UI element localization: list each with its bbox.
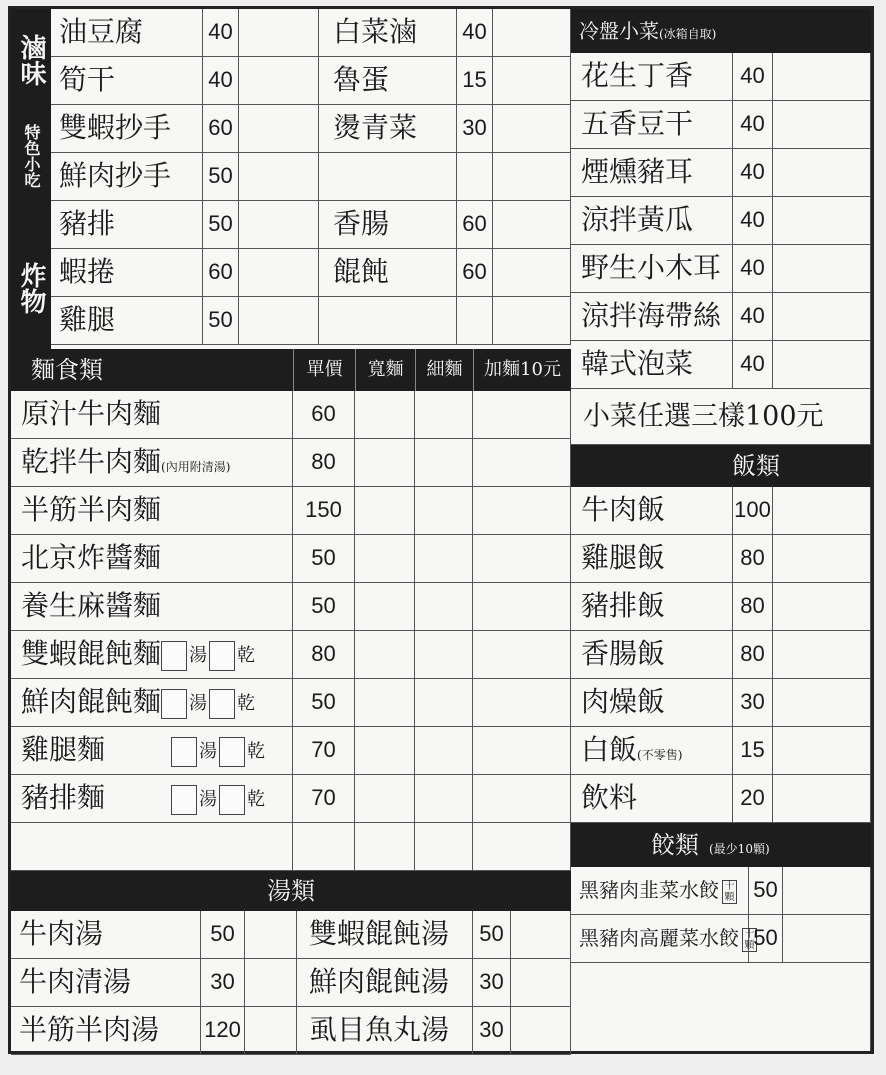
cold-item-price: 40 bbox=[733, 293, 773, 341]
noodle-item-label: 原汁牛肉麵 bbox=[21, 397, 162, 430]
wide-noodle-cell[interactable] bbox=[355, 439, 415, 487]
dumpling-item-price: 50 bbox=[749, 915, 783, 963]
rice-item-name bbox=[571, 631, 733, 679]
order-blank[interactable] bbox=[239, 105, 319, 153]
order-blank[interactable] bbox=[773, 679, 871, 727]
soup-option-label: 湯 bbox=[189, 644, 208, 666]
thin-noodle-cell[interactable] bbox=[415, 391, 473, 439]
item-price: 50 bbox=[203, 201, 239, 249]
noodle-item-label: 雞腿麵 bbox=[21, 733, 106, 766]
wide-noodle-cell[interactable] bbox=[355, 631, 415, 679]
cold-item-name: 涼拌黃瓜 bbox=[571, 197, 733, 245]
soup-checkbox[interactable] bbox=[171, 785, 197, 815]
extra-noodle-cell[interactable] bbox=[473, 727, 571, 775]
extra-noodle-cell[interactable] bbox=[473, 823, 571, 871]
cold-item-name: 五香豆干 bbox=[571, 101, 733, 149]
dry-option-label: 乾 bbox=[237, 692, 256, 714]
noodle-item-name bbox=[11, 535, 293, 583]
rice-item-price: 30 bbox=[733, 679, 773, 727]
item-price: 50 bbox=[203, 297, 239, 345]
noodle-item-price: 60 bbox=[293, 391, 355, 439]
noodle-item-label: 鮮肉餛飩麵 bbox=[21, 685, 162, 718]
cold-item-price: 40 bbox=[733, 149, 773, 197]
soup-item-price: 30 bbox=[473, 959, 511, 1007]
dry-option-label: 乾 bbox=[247, 740, 265, 762]
order-blank[interactable] bbox=[783, 915, 871, 963]
extra-noodle-cell[interactable] bbox=[473, 535, 571, 583]
dumpling-item-name bbox=[571, 915, 755, 963]
wide-noodle-cell[interactable] bbox=[355, 535, 415, 583]
soup-item-price: 30 bbox=[201, 959, 245, 1007]
soup-item-name: 虱目魚丸湯 bbox=[297, 1007, 473, 1055]
noodle-item-name bbox=[11, 391, 293, 439]
wide-noodle-cell[interactable] bbox=[355, 391, 415, 439]
order-blank[interactable] bbox=[773, 775, 871, 823]
soup-item-name: 雙蝦餛飩湯 bbox=[297, 911, 473, 959]
order-blank[interactable] bbox=[493, 153, 571, 201]
order-blank[interactable] bbox=[773, 487, 871, 535]
order-blank[interactable] bbox=[493, 105, 571, 153]
order-blank[interactable] bbox=[511, 959, 571, 1007]
thin-noodle-cell[interactable] bbox=[415, 583, 473, 631]
noodle-item-name bbox=[11, 583, 293, 631]
count-tag: 十顆 bbox=[722, 880, 737, 904]
noodle-item-name bbox=[11, 679, 293, 727]
noodle-item-name bbox=[11, 775, 293, 823]
cold-item-name: 花生丁香 bbox=[571, 53, 733, 101]
noodle-item-name bbox=[11, 439, 293, 487]
soup-item-name: 牛肉湯 bbox=[11, 911, 201, 959]
dry-option-label: 乾 bbox=[237, 644, 256, 666]
noodles-col-extra: 加麵10元 bbox=[473, 349, 571, 391]
item-name: 蝦捲 bbox=[51, 249, 203, 297]
noodle-item-price: 70 bbox=[293, 775, 355, 823]
item-name: 餛飩 bbox=[319, 249, 457, 297]
dumpling-item-price: 50 bbox=[749, 867, 783, 915]
cold-dishes-header bbox=[571, 9, 871, 53]
noodle-item-label: 養生麻醬麵 bbox=[21, 589, 162, 622]
order-blank[interactable] bbox=[245, 959, 297, 1007]
thin-noodle-cell[interactable] bbox=[415, 679, 473, 727]
lu-wei-label: 滷味 bbox=[11, 9, 51, 105]
order-blank[interactable] bbox=[773, 535, 871, 583]
rice-item-label: 白飯 bbox=[581, 733, 638, 766]
thin-noodle-cell[interactable] bbox=[415, 487, 473, 535]
soup-item-name: 半筋半肉湯 bbox=[11, 1007, 201, 1055]
rice-item-label: 香腸飯 bbox=[581, 637, 666, 670]
snacks-label: 特色小吃 bbox=[11, 105, 51, 201]
cold-item-name: 涼拌海帶絲 bbox=[571, 293, 733, 341]
thin-noodle-cell[interactable] bbox=[415, 823, 473, 871]
item-price: 60 bbox=[203, 249, 239, 297]
cold-item-name: 煙燻豬耳 bbox=[571, 149, 733, 197]
order-blank[interactable] bbox=[239, 57, 319, 105]
extra-noodle-cell[interactable] bbox=[473, 391, 571, 439]
wide-noodle-cell[interactable] bbox=[355, 775, 415, 823]
noodles-col-wide: 寬麵 bbox=[355, 349, 415, 391]
item-price: 30 bbox=[457, 105, 493, 153]
soup-item-price: 120 bbox=[201, 1007, 245, 1055]
order-blank[interactable] bbox=[239, 153, 319, 201]
extra-noodle-cell[interactable] bbox=[473, 679, 571, 727]
order-blank[interactable] bbox=[773, 101, 871, 149]
order-blank[interactable] bbox=[245, 911, 297, 959]
noodles-col-thin: 細麵 bbox=[415, 349, 473, 391]
wide-noodle-cell[interactable] bbox=[355, 583, 415, 631]
item-name: 魯蛋 bbox=[319, 57, 457, 105]
soup-item-name: 牛肉清湯 bbox=[11, 959, 201, 1007]
rice-item-label: 牛肉飯 bbox=[581, 493, 666, 526]
item-price: 50 bbox=[203, 153, 239, 201]
noodle-item-price: 70 bbox=[293, 727, 355, 775]
empty-area bbox=[571, 963, 871, 1051]
item-name: 筍干 bbox=[51, 57, 203, 105]
order-blank[interactable] bbox=[773, 727, 871, 775]
soup-item-price: 50 bbox=[201, 911, 245, 959]
rice-item-name bbox=[571, 487, 733, 535]
rice-item-price: 100 bbox=[733, 487, 773, 535]
rice-item-price: 80 bbox=[733, 631, 773, 679]
order-blank[interactable] bbox=[773, 341, 871, 389]
cold-item-name: 韓式泡菜 bbox=[571, 341, 733, 389]
noodle-item-price: 50 bbox=[293, 679, 355, 727]
extra-noodle-cell[interactable] bbox=[473, 631, 571, 679]
thin-noodle-cell[interactable] bbox=[415, 775, 473, 823]
dry-checkbox[interactable] bbox=[219, 737, 245, 767]
rice-item-name bbox=[571, 583, 733, 631]
rice-item-price: 20 bbox=[733, 775, 773, 823]
thin-noodle-cell[interactable] bbox=[415, 631, 473, 679]
noodle-item-label: 乾拌牛肉麵 bbox=[21, 445, 162, 478]
noodle-item-label: 半筋半肉麵 bbox=[21, 493, 162, 526]
order-blank[interactable] bbox=[239, 201, 319, 249]
order-blank[interactable] bbox=[493, 201, 571, 249]
empty-cell bbox=[11, 823, 293, 871]
order-blank[interactable] bbox=[773, 53, 871, 101]
soup-checkbox[interactable] bbox=[171, 737, 197, 767]
item-name: 豬排 bbox=[51, 201, 203, 249]
noodle-item-price: 50 bbox=[293, 535, 355, 583]
order-blank[interactable] bbox=[773, 293, 871, 341]
noodle-item-price: 50 bbox=[293, 583, 355, 631]
item-name: 雙蝦抄手 bbox=[51, 105, 203, 153]
order-blank[interactable] bbox=[493, 249, 571, 297]
rice-item-label: 雞腿飯 bbox=[581, 541, 666, 574]
noodle-item-label: 豬排麵 bbox=[21, 781, 106, 814]
order-blank[interactable] bbox=[773, 197, 871, 245]
cold-item-price: 40 bbox=[733, 53, 773, 101]
combo-offer: 小菜任選三樣100元 bbox=[571, 389, 871, 445]
extra-noodle-cell[interactable] bbox=[473, 775, 571, 823]
noodle-item-label: 雙蝦餛飩麵 bbox=[21, 637, 162, 670]
rice-item-name bbox=[571, 727, 733, 775]
dry-checkbox[interactable] bbox=[219, 785, 245, 815]
order-blank[interactable] bbox=[511, 1007, 571, 1055]
rice-item-label: 豬排飯 bbox=[581, 589, 666, 622]
wide-noodle-cell[interactable] bbox=[355, 727, 415, 775]
soup-checkbox[interactable] bbox=[161, 689, 187, 719]
item-name: 香腸 bbox=[319, 201, 457, 249]
menu-sheet bbox=[8, 6, 874, 1054]
empty-cell bbox=[457, 297, 493, 345]
order-blank[interactable] bbox=[245, 1007, 297, 1055]
dry-checkbox[interactable] bbox=[209, 641, 235, 671]
cold-dishes-title: 冷盤小菜 bbox=[579, 19, 659, 43]
extra-noodle-cell[interactable] bbox=[473, 487, 571, 535]
thin-noodle-cell[interactable] bbox=[415, 535, 473, 583]
order-blank[interactable] bbox=[773, 149, 871, 197]
cold-item-price: 40 bbox=[733, 341, 773, 389]
dumpling-item-label: 黑豬肉韭菜水餃 bbox=[579, 878, 719, 902]
wide-noodle-cell[interactable] bbox=[355, 679, 415, 727]
dumplings-note: (最少10顆) bbox=[709, 842, 770, 856]
fried-label: 炸物 bbox=[11, 201, 51, 349]
soup-option-label: 湯 bbox=[199, 788, 217, 810]
order-blank[interactable] bbox=[511, 911, 571, 959]
rice-item-price: 80 bbox=[733, 535, 773, 583]
noodles-header bbox=[11, 349, 571, 391]
item-name: 鮮肉抄手 bbox=[51, 153, 203, 201]
dumplings-header bbox=[571, 823, 871, 867]
wide-noodle-cell[interactable] bbox=[355, 823, 415, 871]
soup-item-name: 鮮肉餛飩湯 bbox=[297, 959, 473, 1007]
cold-item-price: 40 bbox=[733, 245, 773, 293]
item-price: 60 bbox=[203, 105, 239, 153]
empty-cell bbox=[319, 153, 457, 201]
dumpling-item-name bbox=[571, 867, 749, 915]
empty-cell bbox=[319, 297, 457, 345]
noodle-item-note: (內用附清湯) bbox=[161, 460, 231, 474]
thin-noodle-cell[interactable] bbox=[415, 727, 473, 775]
order-blank[interactable] bbox=[239, 297, 319, 345]
item-name: 雞腿 bbox=[51, 297, 203, 345]
cold-item-price: 40 bbox=[733, 197, 773, 245]
order-blank[interactable] bbox=[773, 583, 871, 631]
item-price: 40 bbox=[203, 57, 239, 105]
item-price: 60 bbox=[457, 249, 493, 297]
rice-item-price: 80 bbox=[733, 583, 773, 631]
noodle-item-label: 北京炸醬麵 bbox=[21, 541, 162, 574]
noodles-col-price: 單價 bbox=[293, 349, 355, 391]
item-name: 燙青菜 bbox=[319, 105, 457, 153]
rice-item-name bbox=[571, 535, 733, 583]
dumplings-title: 餃類 bbox=[651, 831, 699, 859]
noodle-item-name bbox=[11, 727, 293, 775]
dumpling-item-label: 黑豬肉高麗菜水餃 bbox=[579, 926, 739, 950]
extra-noodle-cell[interactable] bbox=[473, 439, 571, 487]
order-blank[interactable] bbox=[493, 297, 571, 345]
rice-item-note: (不零售) bbox=[637, 748, 683, 762]
rice-header: 飯類 bbox=[571, 445, 871, 487]
order-blank[interactable] bbox=[493, 57, 571, 105]
order-blank[interactable] bbox=[783, 867, 871, 915]
cold-item-price: 40 bbox=[733, 101, 773, 149]
count-tag: 十顆 bbox=[742, 928, 757, 952]
noodle-item-price: 80 bbox=[293, 631, 355, 679]
item-price: 15 bbox=[457, 57, 493, 105]
item-price: 60 bbox=[457, 201, 493, 249]
rice-item-label: 肉燥飯 bbox=[581, 685, 666, 718]
order-blank[interactable] bbox=[493, 9, 571, 57]
extra-noodle-cell[interactable] bbox=[473, 583, 571, 631]
item-name: 白菜滷 bbox=[319, 9, 457, 57]
noodle-item-name bbox=[11, 631, 293, 679]
cold-dishes-note: (冰箱自取) bbox=[659, 27, 717, 41]
order-blank[interactable] bbox=[773, 631, 871, 679]
soup-item-price: 50 bbox=[473, 911, 511, 959]
noodle-item-price: 80 bbox=[293, 439, 355, 487]
order-blank[interactable] bbox=[773, 245, 871, 293]
soup-option-label: 湯 bbox=[199, 740, 217, 762]
dry-checkbox[interactable] bbox=[209, 689, 235, 719]
rice-item-price: 15 bbox=[733, 727, 773, 775]
rice-item-label: 飲料 bbox=[581, 781, 638, 814]
noodle-item-price: 150 bbox=[293, 487, 355, 535]
dry-option-label: 乾 bbox=[247, 788, 265, 810]
rice-item-name bbox=[571, 679, 733, 727]
order-blank[interactable] bbox=[239, 9, 319, 57]
wide-noodle-cell[interactable] bbox=[355, 487, 415, 535]
item-price: 40 bbox=[457, 9, 493, 57]
soup-checkbox[interactable] bbox=[161, 641, 187, 671]
order-blank[interactable] bbox=[239, 249, 319, 297]
soup-item-price: 30 bbox=[473, 1007, 511, 1055]
noodle-item-name bbox=[11, 487, 293, 535]
soup-option-label: 湯 bbox=[189, 692, 208, 714]
thin-noodle-cell[interactable] bbox=[415, 439, 473, 487]
item-name: 油豆腐 bbox=[51, 9, 203, 57]
soups-header: 湯類 bbox=[11, 871, 571, 911]
cold-item-name: 野生小木耳 bbox=[571, 245, 733, 293]
item-price: 40 bbox=[203, 9, 239, 57]
empty-cell bbox=[457, 153, 493, 201]
rice-item-name bbox=[571, 775, 733, 823]
noodles-title: 麵食類 bbox=[31, 356, 103, 384]
empty-cell bbox=[293, 823, 355, 871]
